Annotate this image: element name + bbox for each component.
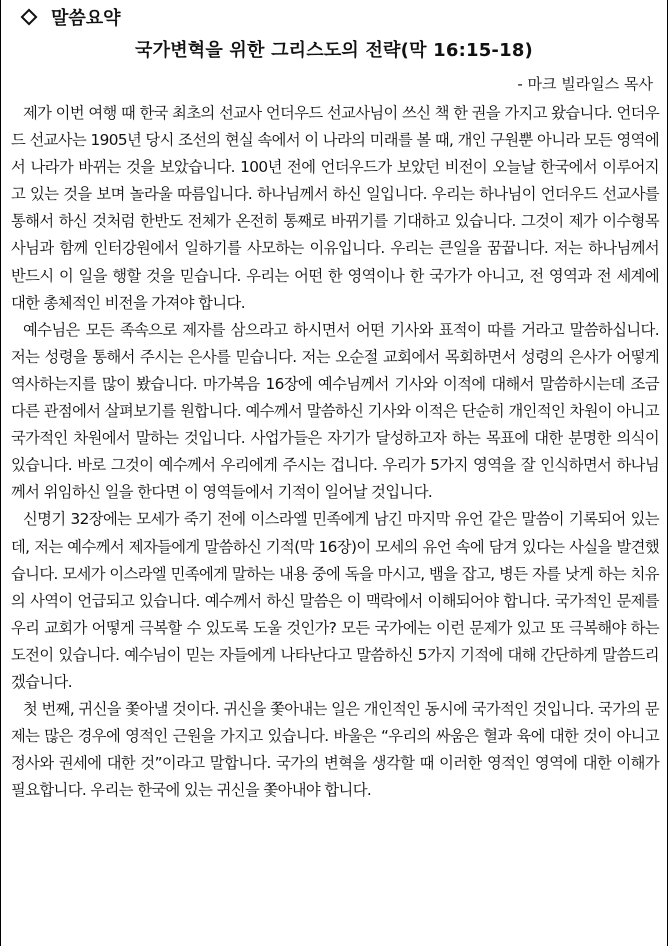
section-label: 말씀요약	[51, 8, 121, 29]
paragraph: 첫 번째, 귀신을 쫓아낼 것이다. 귀신을 쫓아내는 일은 개인적인 동시에 국가적인 것입니다. 국가의 문제는 많은 경우에 영적인 근원을 가지고 있습니다. 바울은 “우리의 싸움은 혈과 육에 대한 것이 아니고 정사와 권세에 대한 것”이라고 말합니다. 국가의 변혁을 생각할 때 이러한 영적인 영역에 대한 이해가 필요합니다. 우리는 한국에 있는 귀신을 쫓아내야 합니다.	[11, 700, 659, 800]
paragraph: 제가 이번 여행 때 한국 최초의 선교사 언더우드 선교사님이 쓰신 책 한 권을 가지고 왔습니다. 언더우드 선교사는 1905년 당시 조선의 현실 속에서 이 나라의 미래를 볼 때, 개인 구원뿐 아니라 모든 영역에서 나라가 바뀌는 것을 보았습니다. 100년 전에 언더우드가 보았던 비전이 오늘날 한국에서 이루어지고 있는 것을 보며 놀라울 따름입니다. 하나님께서 하신 일입니다. 우리는 하나님이 언더우드 선교사를 통해서 하신 것처럼 한반도 전체가 온전히 통째로 바뀌기를 기대하고 있습니다. 그것이 제가 이수형목사님과 함께 인터강원에서 일하기를 사모하는 이유입니다. 우리는 큰일을 꿈꿉니다. 저는 하나님께서 반드시 이 일을 행할 것을 믿습니다. 우리는 어떤 한 영역이나 한 국가가 아니고, 전 영역과 전 세계에 대한 총체적인 비전을 가져야 합니다.	[11, 104, 659, 312]
sermon-author: - 마크 빌라일스 목사	[517, 75, 653, 93]
diamond-bullet-icon	[21, 9, 38, 26]
paragraph: 신명기 32장에는 모세가 죽기 전에 이스라엘 민족에게 남긴 마지막 유언 같은 말씀이 기록되어 있는데, 저는 예수께서 제자들에게 말씀하신 기적(막 16장)이 모세의 유언 속에 담겨 있다는 사실을 발견했습니다. 모세가 이스라엘 민족에게 말하는 내용 중에 독을 마시고, 뱀을 잡고, 병든 자를 낫게 하는 치유의 사역이 언급되고 있습니다. 예수께서 하신 말씀은 이 맥락에서 이해되어야 합니다. 국가적인 문제를 우리 교회가 어떻게 극복할 수 있도록 도울 것인가? 모든 국가에는 이런 문제가 있고 또 극복해야 하는 도전이 있습니다. 예수님이 믿는 자들에게 나타난다고 말씀하신 5가지 기적에 대해 간단하게 말씀드리겠습니다.	[11, 510, 659, 691]
sermon-body	[11, 100, 659, 804]
section-header	[23, 6, 121, 28]
paragraph: 예수님은 모든 족속으로 제자를 삼으라고 하시면서 어떤 기사와 표적이 따를 거라고 말씀하십니다. 저는 성령을 통해서 주시는 은사를 믿습니다. 저는 오순절 교회에서 목회하면서 성령의 은사가 어떻게 역사하는지를 많이 봤습니다. 마가복음 16장에 예수님께서 기사와 이적에 대해서 말씀하시는데 조금 다른 관점에서 살펴보기를 원합니다. 예수께서 말씀하신 기사와 이적은 단순히 개인적인 차원이 아니고 국가적인 차원에서 말하는 것입니다. 사업가들은 자기가 달성하고자 하는 목표에 대한 분명한 의식이 있습니다. 바로 그것이 예수께서 우리에게 주시는 겁니다. 우리가 5가지 영역을 잘 인식하면서 하나님께서 위임하신 일을 한다면 이 영역들에서 기적이 일어날 것입니다.	[11, 320, 659, 502]
sermon-title: 국가변혁을 위한 그리스도의 전략(막 16:15-18)	[135, 40, 533, 61]
